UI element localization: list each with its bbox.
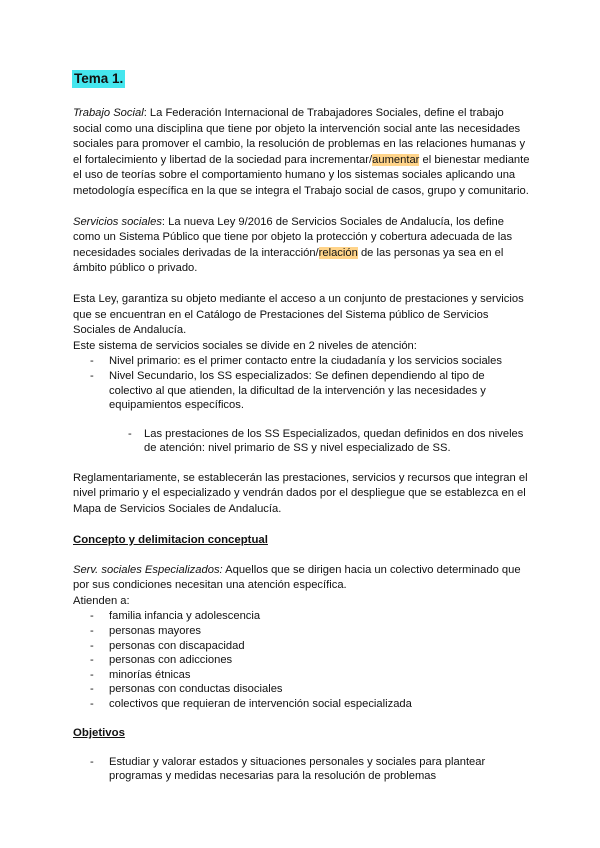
paragraph-reglamentariamente: Reglamentariamente, se establecerán las prestaciones, servicios y recursos que integran el nivel primario y el especializado y vendrán dados por el despliegue que se establezca en el Mapa de Servicios Sociales de Andalucía. <box>73 471 528 516</box>
term-serv-especializados: Serv. sociales Especializados: <box>73 563 223 576</box>
highlight-relacion: relación <box>318 246 358 259</box>
list-item: - personas con discapacidad <box>73 639 530 654</box>
list-item: - Nivel primario: es el primer contacto entre la ciudadanía y los servicios sociales <box>73 354 530 369</box>
atienden-list <box>73 609 530 711</box>
paragraph-especializados: Serv. sociales Especializados: Aquellos que se dirigen hacia un colectivo determinado que por sus condiciones necesitan una atención específica. Atienden a: <box>73 563 521 607</box>
list-item: - Las prestaciones de los SS Especializados, quedan definidos en dos niveles de atención: nivel primario de SS y nivel especializado de SS. <box>73 427 530 456</box>
list-item: - Estudiar y valorar estados y situaciones personales y sociales para plantear programas y medidas necesarias para la resolución de problemas <box>73 755 530 784</box>
objetivos-list <box>73 755 530 784</box>
heading-objetivos: Objetivos <box>73 726 125 739</box>
nested-list <box>73 427 530 456</box>
term-trabajo-social: Trabajo Social <box>73 107 144 119</box>
paragraph-trabajo-social: Trabajo Social: La Federación Internacional de Trabajadores Sociales, define el trabajo social como una disciplina que tiene por objeto la intervención social ante las necesidades sociales para promover el cambio, la resolución de problemas en las relaciones humanas y el fortalecimiento y libertad de la sociedad para incrementar/aumentar el bienestar mediante el uso de teorías sobre el comportamiento humano y los sistemas sociales aplicando una metodología específica en la que se integra el Trabajo social de casos, grupo y comunitario. <box>73 107 530 197</box>
list-item: - familia infancia y adolescencia <box>73 609 530 624</box>
list-item: - colectivos que requieran de intervención social especializada <box>73 697 530 712</box>
page-title: Tema 1. <box>74 71 124 86</box>
list-item: - Nivel Secundario, los SS especializados: Se definen dependiendo al tipo de colectivo al que atienden, la dificultad de la intervención y las necesidades y equipamientos específicos. <box>73 369 530 413</box>
highlight-aumentar: aumentar <box>372 153 420 166</box>
paragraph-servicios-sociales: Servicios sociales: La nueva Ley 9/2016 de Servicios Sociales de Andalucía, los define como un Sistema Público que tiene por objeto la protección y cobertura adecuada de las necesidades sociales derivadas de la interacción/relación de las personas ya sea en el ámbito público o privado. <box>73 215 513 275</box>
paragraph-ley: Esta Ley, garantiza su objeto mediante el acceso a un conjunto de prestaciones y servicios que se encuentran en el Catálogo de Prestaciones del Sistema público de Servicios Sociales de Andalucía. Este sistema de servicios sociales se divide en 2 niveles de atención: <box>73 292 524 352</box>
niveles-list <box>73 354 530 412</box>
list-item: - minorías étnicas <box>73 668 530 683</box>
list-item: - personas con adicciones <box>73 653 530 668</box>
list-item: - personas con conductas disociales <box>73 682 530 697</box>
heading-concepto: Concepto y delimitacion conceptual <box>73 533 268 546</box>
term-servicios-sociales: Servicios sociales <box>73 215 162 228</box>
list-item: - personas mayores <box>73 624 530 639</box>
